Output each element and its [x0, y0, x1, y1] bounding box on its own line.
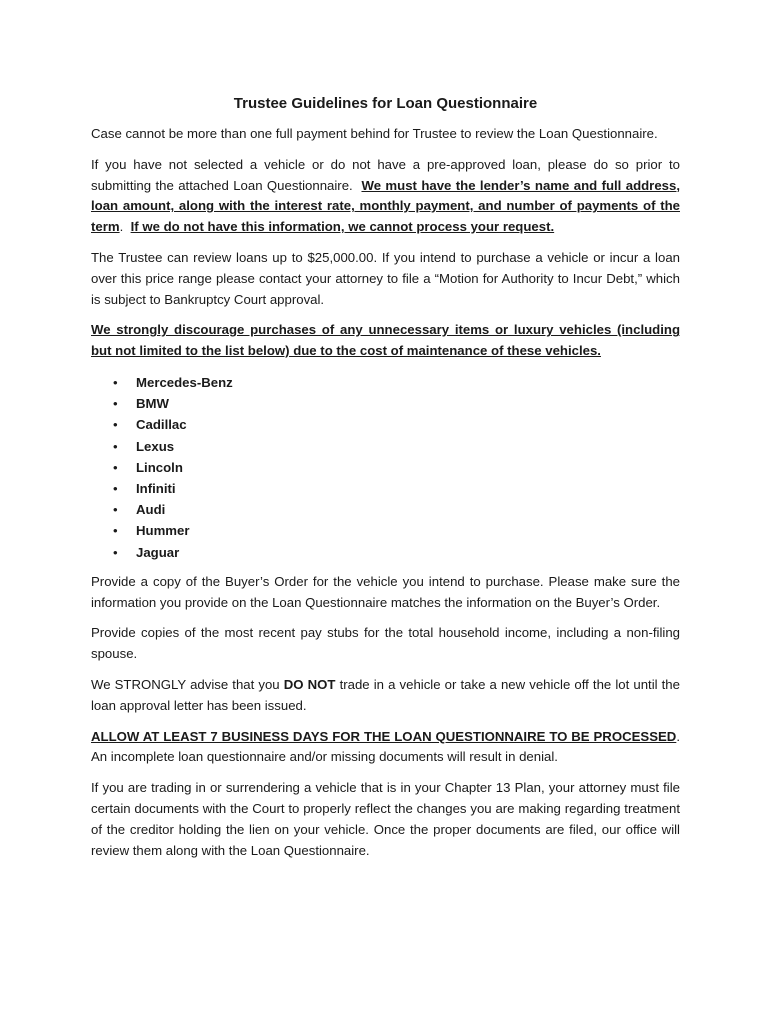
bullet-icon: • [113, 480, 118, 496]
bullet-icon: • [113, 374, 118, 390]
brand-name: Cadillac [136, 417, 187, 433]
list-item [91, 457, 680, 478]
bullet-icon: • [113, 544, 118, 560]
paragraph-chapter-13: If you are trading in or surrendering a vehicle that is in your Chapter 13 Plan, your attorney must file certain documents with the Court to properly reflect the changes you are making regarding treatment of the creditor holding the lien on your vehicle. Once the proper documents are filed, our office will review them along with the Loan Questionnaire. [91, 780, 680, 858]
list-item [91, 414, 680, 435]
paragraph-trade-in-advice [91, 675, 680, 717]
list-item [91, 436, 680, 457]
bullet-icon: • [113, 438, 118, 454]
do-not-emphasis: DO NOT [283, 676, 336, 692]
bullet-icon: • [113, 502, 118, 518]
bullet-icon: • [113, 396, 118, 412]
brand-name: Jaguar [136, 544, 180, 560]
brand-name: Mercedes-Benz [136, 374, 233, 390]
paragraph-buyers-order: Provide a copy of the Buyer’s Order for the vehicle you intend to purchase. Please make sure the information you provide on the Loan Questionnaire matches the information on the Buyer’s Order. [91, 573, 680, 610]
list-item [91, 542, 680, 563]
bullet-icon: • [113, 417, 118, 433]
list-item [91, 478, 680, 499]
paragraph-luxury-warning: We strongly discourage purchases of any unnecessary items or luxury vehicles (including but not limited to the list below) due to the cost of maintenance of these vehicles. [91, 322, 680, 359]
cannot-process-warning: If we do not have this information, we cannot process your request. [130, 219, 555, 235]
list-item [91, 499, 680, 520]
brand-name: Lincoln [136, 459, 183, 475]
bullet-icon: • [113, 523, 118, 539]
brand-name: Hummer [136, 523, 190, 539]
paragraph-vehicle-selection [91, 155, 680, 238]
paragraph-payment-status: Case cannot be more than one full payment behind for Trustee to review the Loan Questionnaire. [91, 126, 658, 141]
separator-period: . [119, 219, 124, 235]
luxury-vehicle-list [91, 372, 680, 563]
trade-in-text-before: We STRONGLY advise that you [91, 676, 284, 692]
bullet-icon: • [113, 459, 118, 475]
brand-name: Audi [136, 502, 166, 518]
brand-name: BMW [136, 396, 169, 412]
brand-name: Lexus [136, 438, 175, 454]
document-title: Trustee Guidelines for Loan Questionnaire [233, 95, 538, 112]
list-item [91, 520, 680, 541]
paragraph-loan-limit: The Trustee can review loans up to $25,000.00. If you intend to purchase a vehicle or incur a loan over this price range please contact your attorney to file a “Motion for Authority to Incur Debt,” which is subject to Bankruptcy Court approval. [91, 249, 680, 307]
paragraph-pay-stubs: Provide copies of the most recent pay stubs for the total household income, including a non-filing spouse. [91, 625, 680, 662]
list-item [91, 372, 680, 393]
lender-requirements-text: We must have the lender’s name and full address, loan amount, along with the interest rate, monthly payment, and number of payments of the term [91, 177, 680, 235]
processing-time-warning: ALLOW AT LEAST 7 BUSINESS DAYS FOR THE LOAN QUESTIONNAIRE TO BE PROCESSED [91, 728, 677, 744]
list-item [91, 393, 680, 414]
trade-in-text-after: trade in a vehicle or take a new vehicle off the lot until the loan approval letter has been issued. [91, 676, 680, 713]
paragraph-processing-time [91, 727, 680, 769]
brand-name: Infiniti [136, 480, 176, 496]
processing-time-text: . An incomplete loan questionnaire and/or missing documents will result in denial. [91, 728, 680, 765]
paragraph-vehicle-selection-text: If you have not selected a vehicle or do not have a pre-approved loan, please do so prior to submitting the attached Loan Questionnaire. [91, 156, 680, 193]
